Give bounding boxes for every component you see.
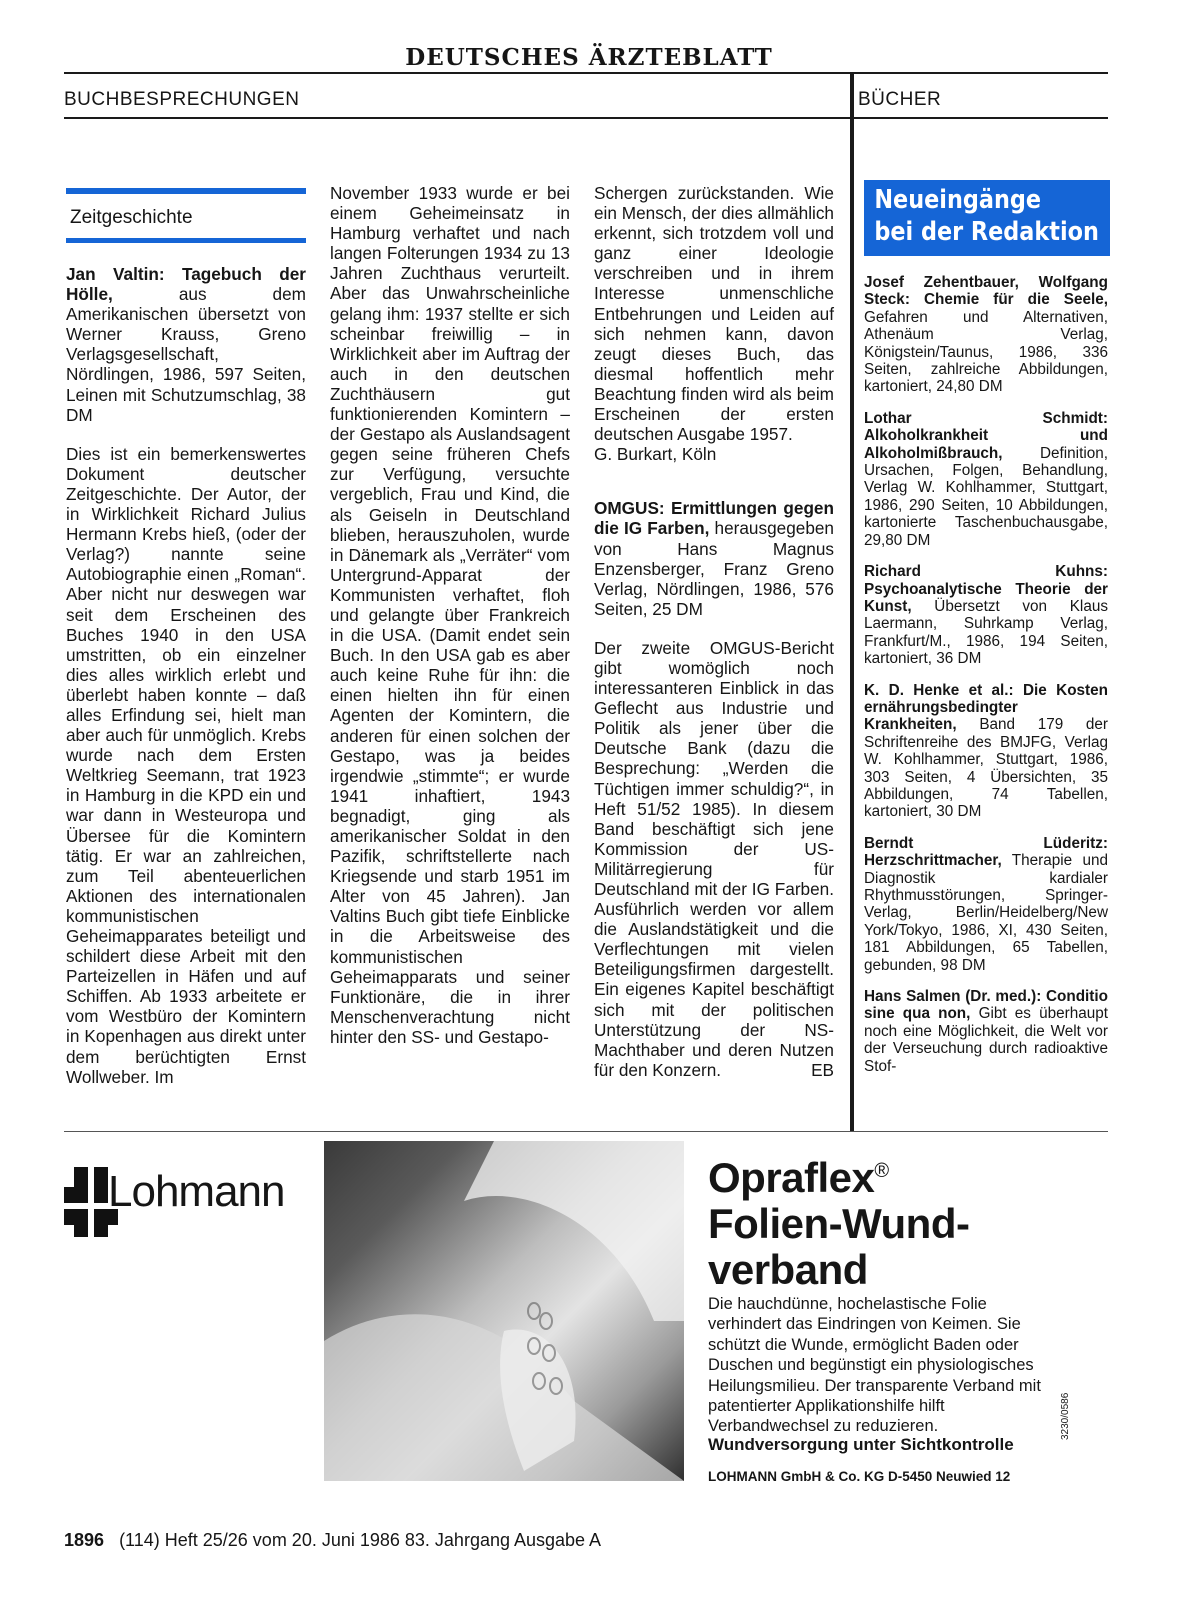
issue-info: (114) Heft 25/26 vom 20. Juni 1986 83. Jahrgang Ausgabe A	[119, 1530, 602, 1550]
book-title: OMGUS: Ermittlungen gegen die IG Farben,	[594, 498, 834, 539]
review-body-end: Schergen zurückstanden. Wie ein Mensch, der dies allmählich erkennt, sich trotzdem voll und ganz einer Ideologie verschreiben und in ihrem Interesse unmenschliche Entbehrungen und Leiden auf sich nehmen kann, davon zeugt dieses Buch, das diesmal hoffentlich mehr Beachtung finden wird als beim Erscheinen der ersten deutschen Ausgabe 1957.	[594, 183, 834, 445]
list-item	[864, 988, 1108, 1075]
column-3	[594, 183, 834, 1080]
column-divider	[850, 72, 854, 1132]
badge-line-2: bei der Redaktion	[874, 217, 1099, 247]
page-number: 1896	[64, 1530, 105, 1550]
section-label-right: BÜCHER	[858, 89, 942, 110]
rubric-heading: Zeitgeschichte	[70, 207, 193, 228]
ad-separator	[64, 1131, 1108, 1132]
entry-info: Gibt es überhaupt noch eine Möglichkeit, die Welt vor der Verseuchung durch radioaktive Stof-	[864, 1005, 1108, 1075]
list-item	[864, 835, 1108, 974]
entry-title: Richard Kuhns: Psychoanalytische Theorie der Kunst,	[864, 563, 1108, 615]
entry-title: K. D. Henke et al.: Die Kosten ernährungsbedingter Krankheiten,	[864, 681, 1108, 734]
review-author: G. Burkart, Köln	[594, 444, 717, 465]
product-description: Die hauchdünne, hochelastische Folie verhindert das Eindringen von Keimen. Sie schützt die Wunde, ermöglicht Baden oder Duschen und begünstigt ein physiologisches Heilungsmilieu. Der transparente Verband mit patentierter Applikationshilfe hilft Verbandwechsel zu reduzieren.	[708, 1295, 1041, 1436]
brand-name: Lohmann	[108, 1167, 285, 1216]
book-info: herausgegeben von Hans Magnus Enzensberger, Franz Greno Verlag, Nördlingen, 1986, 576 Seiten, 25 DM	[594, 518, 834, 619]
new-arrivals-title	[864, 182, 1109, 252]
entry-info: Übersetzt von Klaus Laermann, Suhrkamp Verlag, Frankfurt/M., 1986, 194 Seiten, kartoniert, 36 DM	[864, 597, 1108, 668]
page-footer	[64, 1530, 601, 1551]
column-2	[330, 183, 570, 1047]
list-item	[864, 410, 1108, 549]
masthead: DEUTSCHES ÄRZTEBLATT	[405, 44, 773, 71]
book-title: Jan Valtin: Tagebuch der Hölle,	[66, 264, 306, 305]
column-1	[66, 264, 306, 1087]
masthead-rule	[64, 72, 1108, 74]
product-slogan: Wundversorgung unter Sichtkontrolle	[708, 1435, 1014, 1454]
section-label-left: BUCHBESPRECHUNGEN	[64, 89, 300, 110]
review-author: EB	[811, 1059, 834, 1080]
book-info: aus dem Amerikanischen übersetzt von Werner Krauss, Greno Verlagsgesellschaft, Nördlingen, 1986, 597 Seiten, Leinen mit Schutzumschlag, 38 DM	[66, 284, 306, 425]
list-item	[864, 274, 1108, 396]
review-body: Der zweite OMGUS-Bericht gibt womöglich noch interessanteren Einblick in das Geflecht aus Industrie und Politik als jener über die Deutsche Bank (dazu die Besprechung: „Werden die Tüchtigen immer schuldig?“, in Heft 51/52 1985). In diesem Band beschäftigt sich jene Kommission der US-Militärregierung für Deutschland mit der IG Farben. Ausführlich werden vor allem die Auslandstätigkeit und die Verflechtungen mit vielen Beteiligungsfirmen dargestellt. Ein eigenes Kapitel beschäftigt sich mit der politischen Unterstützung der NS-Machthaber und deren Nutzen für den Konzern.	[594, 637, 834, 1080]
hand-bandage-illustration	[324, 1141, 684, 1481]
product-line-2: Folien-Wund-	[708, 1200, 970, 1247]
registered-mark: ®	[874, 1160, 889, 1182]
company-address: LOHMANN GmbH & Co. KG D-5450 Neuwied 12	[708, 1469, 1011, 1484]
review-body: Dies ist ein bemerkenswertes Dokument deutscher Zeitgeschichte. Der Autor, der in Wirklichkeit Richard Julius Hermann Krebs hieß, (oder der Verlag?) nannte seine Autobiographie einen „Roman“. Aber nicht nur deswegen war seit dem Erscheinen des Buches 1940 in den USA umstritten, ob ein einzelner dies alles wirklich erlebt und überlebt haben konnte – daß alles Erfindung sei, hielt man aber auch für unmöglich. Krebs wurde nach dem Ersten Weltkrieg Seemann, trat 1923 in Hamburg in die KPD ein und war dann in Westeuropa und Übersee für die Komintern tätig. Er war an zahlreichen, zum Teil abenteuerlichen Aktionen des internationalen kommunistischen Geheimapparates beteiligt und schildert diese Arbeit mit den Parteizellen in Häfen und auf Schiffen. Ab 1933 arbeitete er vom Westbüro der Komintern in Kopenhagen aus direkt unter dem berüchtigten Ernst Wollweber. Im	[66, 443, 306, 1087]
rubric-top-rule	[66, 188, 306, 194]
entry-title: Lothar Schmidt: Alkoholkrankheit und Alkoholmißbrauch,	[864, 409, 1108, 462]
product-line-3: verband	[708, 1246, 868, 1293]
entry-info: Therapie und Diagnostik kardialer Rhythmusstörungen, Springer-Verlag, Berlin/Heidelberg/New York/Tokyo, 1986, XI, 430 Seiten, 181 Abbildungen, 65 Tabellen, gebunden, 98 DM	[864, 852, 1108, 974]
lohmann-logo	[64, 1167, 304, 1237]
list-item	[864, 563, 1108, 667]
ad-code: 3230/0586	[1060, 1392, 1071, 1440]
review-body-continued: November 1933 wurde er bei einem Geheimeinsatz in Hamburg verhaftet und nach langen Folterungen 1934 zu 13 Jahren Zuchthaus verurteilt. Aber das Unwahrscheinliche gelang ihm: 1937 stellte er sich scheinbar freiwillig – in Wirklichkeit aber im Auftrag der auch in den deutschen Zuchthäusern gut funktionierenden Komintern – der Gestapo als Auslandsagent gegen seine früheren Chefs zur Verfügung, versuchte vergeblich, Frau und Kind, die als Geiseln in Deutschland blieben, herauszuholen, wurde in Dänemark als „Verräter“ vom Untergrund-Apparat der Kommunisten verhaftet, floh und gelangte über Frankreich in die USA. (Damit endet sein Buch. In den USA gab es aber auch keine Ruhe für ihn: die einen hielten ihn für einen Agenten der Komintern, die anderen für einen solchen der Gestapo, was ja beides irgendwie „stimmte“; er wurde 1941 inhaftiert, 1943 begnadigt, ging als amerikanischer Soldat in den Pazifik, schriftstellerte nach Kriegsende und starb 1951 im Alter von 45 Jahren). Jan Valtins Buch gibt tiefe Einblicke in die Arbeitsweise des kommunistischen Geheimapparats und seiner Funktionäre, die in ihrer Menschenverachtung nicht hinter den SS- und Gestapo-	[330, 183, 570, 1047]
section-rule	[64, 117, 1108, 119]
entry-info: Definition, Ursachen, Folgen, Behandlung, Verlag W. Kohlhammer, Stuttgart, 1986, 290 Seiten, 10 Abbildungen, kartonierte Taschenbuchausgabe, 29,80 DM	[864, 444, 1108, 549]
rubric-bottom-rule	[66, 238, 306, 243]
entry-title: Josef Zehentbauer, Wolfgang Steck: Chemie für die Seele,	[864, 274, 1108, 309]
badge-line-1: Neueingänge	[874, 185, 1042, 215]
entry-info: Band 179 der Schriftenreihe des BMJFG, Verlag W. Kohlhammer, Stuttgart, 1986, 303 Seiten, 4 Übersichten, 35 Abbildungen, 74 Tabellen, kartoniert, 30 DM	[864, 716, 1108, 821]
product-photo	[324, 1141, 684, 1481]
new-arrivals-list	[864, 274, 1108, 1075]
product-title	[708, 1148, 1108, 1293]
entry-title: Hans Salmen (Dr. med.): Conditio sine qua non,	[864, 988, 1108, 1023]
product-name: Opraflex	[708, 1154, 875, 1201]
entry-title: Berndt Lüderitz: Herzschrittmacher,	[864, 834, 1108, 870]
entry-info: Gefahren und Alternativen, Athenäum Verlag, Königstein/Taunus, 1986, 336 Seiten, zahlreiche Abbildungen, kartoniert, 24,80 DM	[864, 308, 1108, 396]
list-item	[864, 682, 1108, 821]
